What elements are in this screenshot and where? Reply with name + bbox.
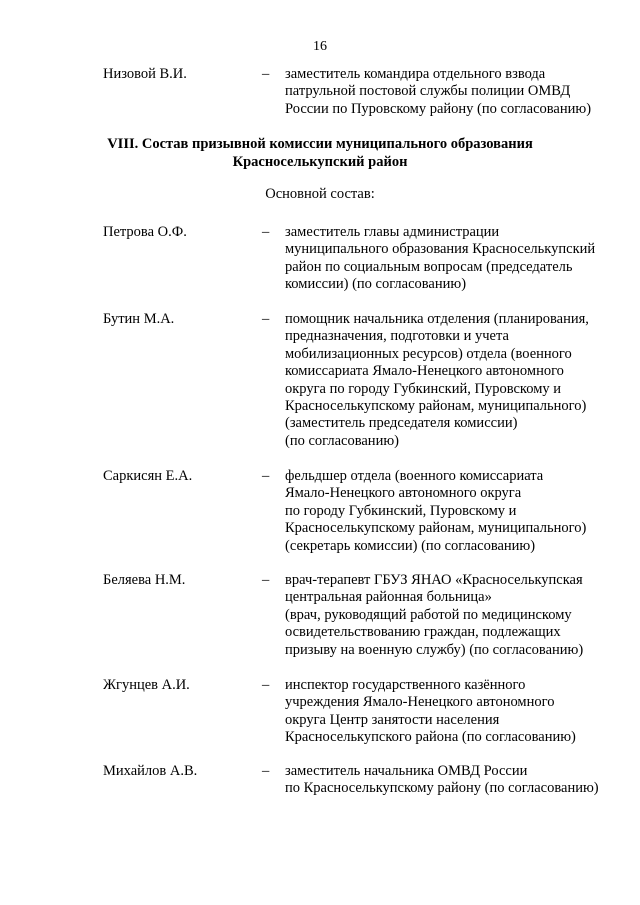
member-description — [285, 468, 625, 555]
member-name: Жгунцев А.И. — [103, 677, 190, 693]
description-line: (заместитель председателя комиссии) — [285, 415, 518, 432]
dash-separator: – — [262, 224, 270, 240]
member-name: Саркисян Е.А. — [103, 468, 193, 484]
description-line: врач-терапевт ГБУЗ ЯНАО «Красноселькупская — [285, 572, 583, 588]
description-line: центральная районная больница» — [285, 589, 492, 606]
member-description — [285, 311, 625, 450]
description-line: муниципального образования Красноселькупский — [285, 241, 596, 258]
dash-separator: – — [262, 66, 270, 82]
dash-separator: – — [262, 468, 270, 484]
section-title — [0, 136, 640, 171]
description-line: по Красноселькупскому району (по согласованию) — [285, 780, 599, 797]
member-name: Петрова О.Ф. — [103, 224, 187, 240]
page-number: 16 — [313, 39, 327, 54]
description-line: России по Пуровскому району (по согласованию) — [285, 100, 592, 117]
member-description — [285, 66, 625, 118]
description-line: комиссии) (по согласованию) — [285, 276, 467, 293]
description-line: заместитель начальника ОМВД России — [285, 763, 528, 779]
member-description — [285, 224, 625, 294]
description-line: Красноселькупскому районам, муниципального) — [285, 398, 587, 415]
description-line: район по социальным вопросам (председатель — [285, 258, 573, 275]
description-line: Красноселькупского района (по согласованию) — [285, 729, 576, 746]
dash-separator: – — [262, 677, 270, 693]
dash-separator: – — [262, 763, 270, 779]
description-line: (врач, руководящий работой по медицинскому — [285, 606, 572, 623]
member-description — [285, 572, 625, 659]
member-name: Беляева Н.М. — [103, 572, 186, 588]
dash-separator: – — [262, 311, 270, 327]
description-line: патрульной постовой службы полиции ОМВД — [285, 83, 571, 100]
description-line: по городу Губкинский, Пуровскому и — [285, 502, 517, 519]
section-title-line: VIII. Состав призывной комиссии муниципального образования — [107, 136, 533, 152]
description-line: Ямало-Ненецкого автономного округа — [285, 485, 522, 502]
member-name: Михайлов А.В. — [103, 763, 198, 779]
description-line: освидетельствованию граждан, подлежащих — [285, 624, 561, 641]
section-subheading: Основной состав: — [265, 186, 375, 202]
description-line: учреждения Ямало-Ненецкого автономного — [285, 694, 555, 711]
description-line: Красноселькупскому районам, муниципального) — [285, 520, 587, 537]
description-line: (по согласованию) — [285, 432, 399, 449]
description-line: (секретарь комиссии) (по согласованию) — [285, 537, 536, 554]
description-line: предназначения, подготовки и учета — [285, 328, 509, 345]
description-line: инспектор государственного казённого — [285, 677, 526, 693]
member-name: Бутин М.А. — [103, 311, 175, 327]
description-line: комиссариата Ямало-Ненецкого автономного — [285, 363, 564, 380]
description-line: заместитель командира отдельного взвода — [285, 66, 546, 82]
member-description — [285, 763, 625, 798]
description-line: округа по городу Губкинский, Пуровскому и — [285, 380, 562, 397]
dash-separator: – — [262, 572, 270, 588]
member-description — [285, 677, 625, 747]
section-title-line: Красноселькупский район — [232, 153, 408, 170]
description-line: мобилизационных ресурсов) отдела (военного — [285, 345, 572, 362]
description-line: фельдшер отдела (военного комиссариата — [285, 468, 544, 484]
description-line: заместитель главы администрации — [285, 224, 500, 240]
description-line: призыву на военную службу) (по согласованию) — [285, 641, 584, 658]
description-line: помощник начальника отделения (планирования, — [285, 311, 589, 327]
description-line: округа Центр занятости населения — [285, 711, 500, 728]
member-name: Низовой В.И. — [103, 66, 187, 82]
